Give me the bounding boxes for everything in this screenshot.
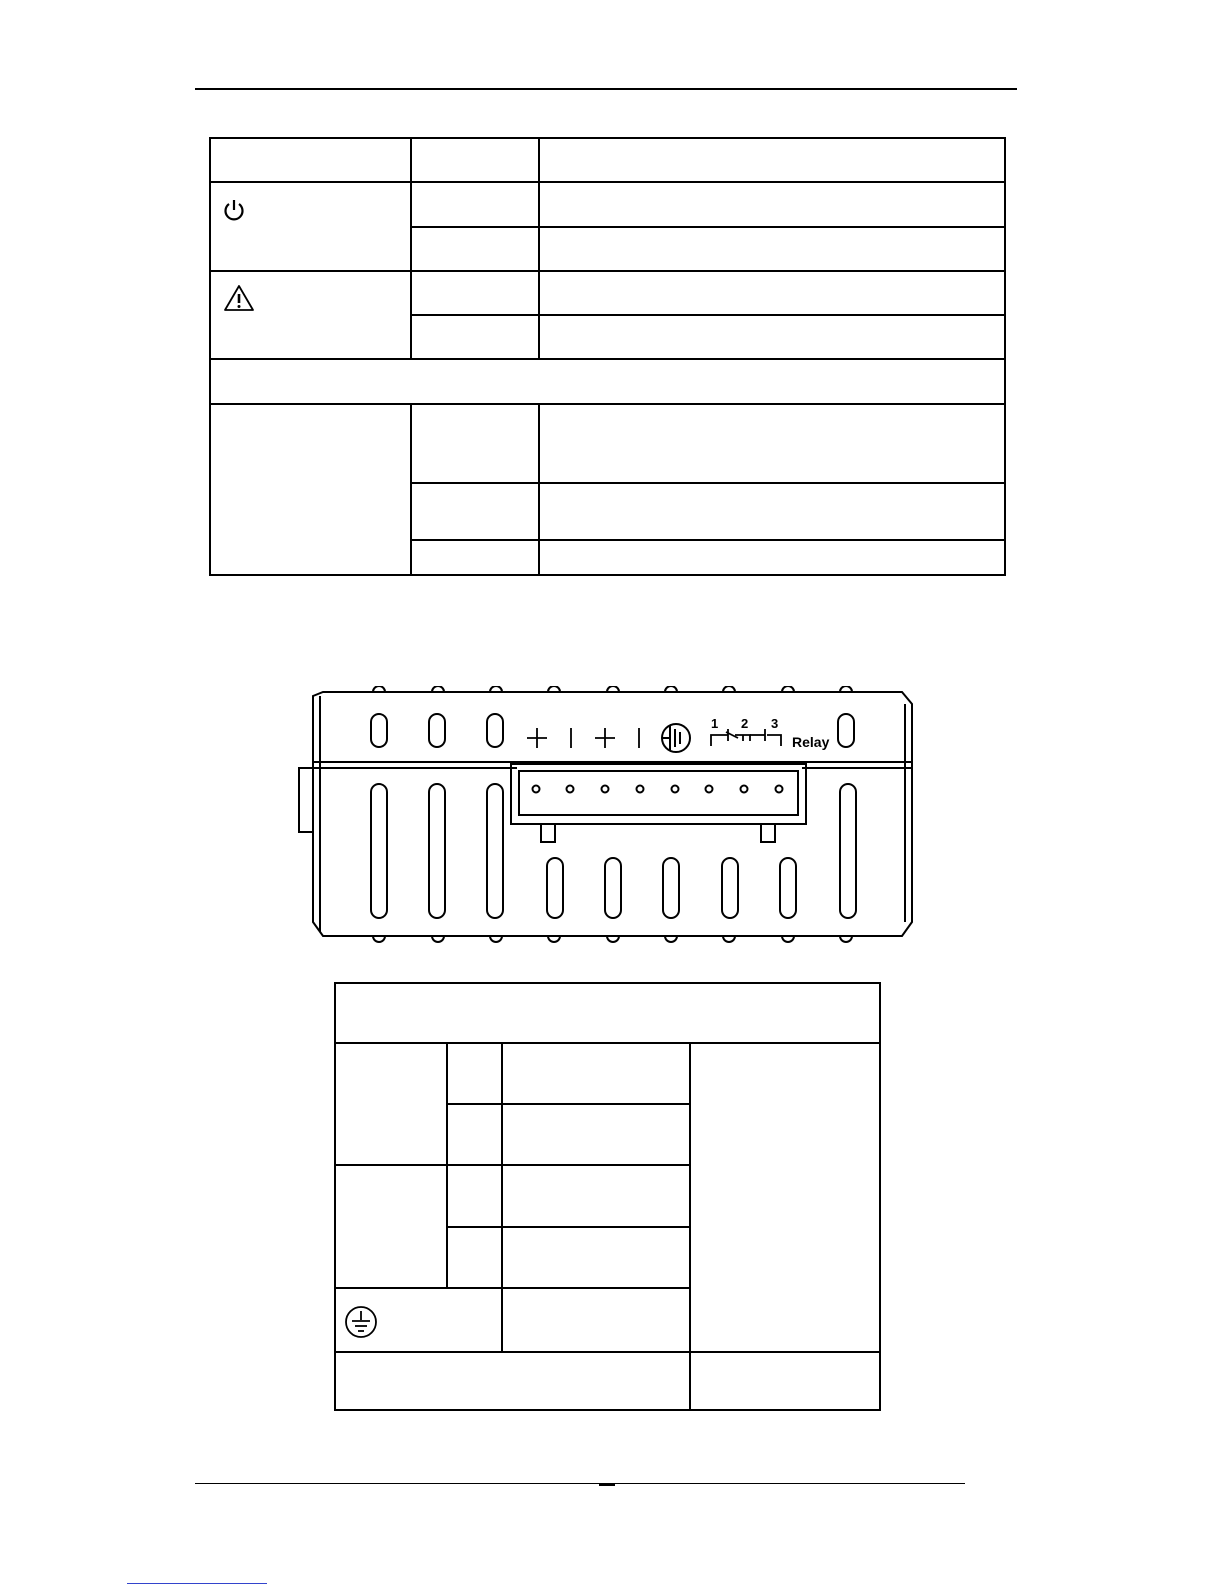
table-cell [335,1165,447,1288]
table-cell [447,1043,502,1104]
table-row [335,1043,880,1104]
led-status-table [209,137,1006,576]
table-cell [690,1043,880,1352]
table-cell [447,1227,502,1288]
fault-led-cell [210,271,411,359]
table-row [210,182,1005,227]
section-row [210,359,1005,404]
table-cell [539,315,1005,359]
page-number-mark [599,1484,615,1486]
terminal-symbols [527,728,639,748]
table-row [210,404,1005,483]
table-cell [411,271,539,315]
relay-label: Relay [792,734,830,750]
table-cell [335,1352,690,1410]
table-cell [539,227,1005,271]
table-row [335,1352,880,1410]
table-title-cell [335,983,880,1043]
protective-earth-icon [344,1305,378,1339]
table-row [210,271,1005,315]
table-cell [539,540,1005,575]
ground-terminal-cell [335,1288,502,1352]
table-cell [411,540,539,575]
mounting-clip [299,768,313,832]
table-cell [447,1165,502,1227]
table-cell [502,1288,690,1352]
table-cell [502,1165,690,1227]
table-cell [502,1227,690,1288]
table-cell [335,1043,447,1165]
chassis-ground-icon [662,724,690,752]
warning-triangle-icon [223,284,255,312]
relay-contact-icon [711,729,781,746]
hyperlink-underline[interactable] [127,1583,267,1584]
table-cell [539,138,1005,182]
relay-pin-1: 1 [711,716,719,731]
table-cell [411,182,539,227]
header-rule [195,88,1017,90]
device-terminal-diagram [295,686,920,944]
table-cell [411,404,539,483]
table-cell [539,483,1005,540]
table-cell [210,138,411,182]
table-row [210,359,1005,404]
relay-pin-2: 2 [741,716,749,731]
footer-rule [195,1483,965,1484]
table-cell [502,1104,690,1165]
table-cell [411,227,539,271]
table-cell [690,1352,880,1410]
terminal-pins [533,786,783,793]
table-cell [502,1043,690,1104]
table-row [335,983,880,1043]
power-led-cell [210,182,411,271]
table-cell [411,483,539,540]
terminal-assignment-table [334,982,881,1411]
table-cell [447,1104,502,1165]
power-icon [221,197,247,223]
table-cell [539,271,1005,315]
relay-pin-3: 3 [771,716,779,731]
table-cell [210,404,411,575]
table-cell [539,182,1005,227]
table-cell [539,404,1005,483]
table-cell [411,138,539,182]
table-cell [411,315,539,359]
table-row [210,138,1005,182]
